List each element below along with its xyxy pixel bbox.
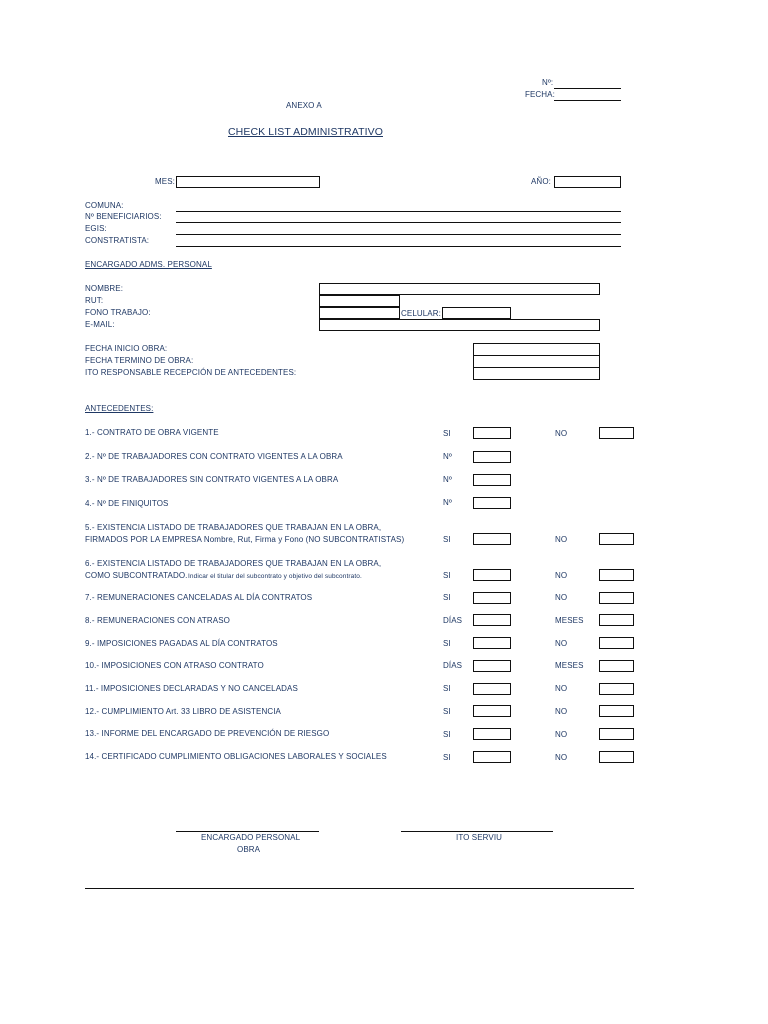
item-12-opt2-box[interactable] [599,705,634,717]
item-8-opt1-label: DÍAS [443,616,463,625]
item-13-opt1-label: SI [443,730,451,739]
item-4-text: 4.- Nº DE FINIQUITOS [85,499,169,508]
beneficiarios-field[interactable] [176,222,621,223]
nombre-label: NOMBRE: [85,284,124,293]
item-12-opt1-box[interactable] [473,705,511,717]
ito-responsable-field[interactable] [473,367,600,380]
fecha-inicio-label: FECHA INICIO OBRA: [85,344,168,353]
item-14-opt1-label: SI [443,753,451,762]
numero-field[interactable] [554,88,621,89]
rut-field[interactable] [319,295,400,307]
ito-signature-line[interactable] [401,831,553,832]
item-5-text: 5.- EXISTENCIA LISTADO DE TRABAJADORES QUE TRABAJAN EN LA OBRA, [85,523,382,532]
personal-section-title: ENCARGADO ADMS. PERSONAL [85,260,212,269]
fecha-termino-label: FECHA TERMINO DE OBRA: [85,356,194,365]
item-10-opt1-label: DÍAS [443,661,463,670]
item-13-opt1-box[interactable] [473,728,511,740]
item-9-opt2-box[interactable] [599,637,634,649]
constratista-label: CONSTRATISTA: [85,236,150,245]
item-8-opt1-box[interactable] [473,614,511,626]
item-14-opt1-box[interactable] [473,751,511,763]
item-6-opt2-box[interactable] [599,569,634,581]
item-1-text: 1.- CONTRATO DE OBRA VIGENTE [85,428,219,437]
fecha-field[interactable] [554,100,621,101]
page-title: CHECK LIST ADMINISTRATIVO [228,126,383,138]
item-12-text: 12.- CUMPLIMIENTO Art. 33 LIBRO DE ASISTENCIA [85,707,281,716]
comuna-label: COMUNA: [85,201,124,210]
item-3-opt1-box[interactable] [473,474,511,486]
rut-label: RUT: [85,296,104,305]
item-10-opt2-box[interactable] [599,660,634,672]
item-11-text: 11.- IMPOSICIONES DECLARADAS Y NO CANCELADAS [85,684,298,693]
anio-label: AÑO: [531,177,551,186]
item-13-opt2-label: NO [555,730,568,739]
item-11-opt2-label: NO [555,684,568,693]
item-10-opt2-label: MESES [555,661,584,670]
email-field[interactable] [319,319,600,331]
item-8-opt2-box[interactable] [599,614,634,626]
item-5-text-line2: FIRMADOS POR LA EMPRESA Nombre, Rut, Firma y Fono (NO SUBCONTRATISTAS) [85,535,405,544]
bottom-divider [85,888,634,889]
item-2-text: 2.- Nº DE TRABAJADORES CON CONTRATO VIGENTES A LA OBRA [85,452,343,461]
constratista-field[interactable] [176,246,621,247]
item-8-text: 8.- REMUNERACIONES CON ATRASO [85,616,230,625]
item-1-opt2-box[interactable] [599,427,634,439]
item-2-opt1-label: Nº [443,452,452,461]
item-1-opt2-label: NO [555,429,568,438]
item-11-opt2-box[interactable] [599,683,634,695]
item-1-opt1-box[interactable] [473,427,511,439]
item-2-opt1-box[interactable] [473,451,511,463]
item-10-opt1-box[interactable] [473,660,511,672]
anexo-label: ANEXO A [286,101,322,110]
item-12-opt1-label: SI [443,707,451,716]
item-12-opt2-label: NO [555,707,568,716]
item-9-opt1-label: SI [443,639,451,648]
item-9-opt1-box[interactable] [473,637,511,649]
mes-field[interactable] [176,176,320,188]
item-13-opt2-box[interactable] [599,728,634,740]
item-11-opt1-label: SI [443,684,451,693]
item-14-text: 14.- CERTIFICADO CUMPLIMIENTO OBLIGACIONES LABORALES Y SOCIALES [85,752,387,761]
item-5-opt1-label: SI [443,535,451,544]
item-9-text: 9.- IMPOSICIONES PAGADAS AL DÍA CONTRATOS [85,639,278,648]
item-1-opt1-label: SI [443,429,451,438]
item-13-text: 13.- INFORME DEL ENCARGADO DE PREVENCIÓN DE RIESGO [85,729,330,738]
item-6-text-line2: COMO SUBCONTRATADO. [85,571,188,580]
item-6-text: 6.- EXISTENCIA LISTADO DE TRABAJADORES QUE TRABAJAN EN LA OBRA, [85,559,382,568]
item-7-text: 7.- REMUNERACIONES CANCELADAS AL DÍA CONTRATOS [85,593,313,602]
egis-field[interactable] [176,234,621,235]
item-3-opt1-label: Nº [443,475,452,484]
item-4-opt1-box[interactable] [473,497,511,509]
beneficiarios-label: Nº BENEFICIARIOS: [85,212,162,221]
antecedentes-section-title: ANTECEDENTES: [85,404,154,413]
nombre-field[interactable] [319,283,600,295]
item-7-opt2-box[interactable] [599,592,634,604]
item-5-opt1-box[interactable] [473,533,511,545]
egis-label: EGIS: [85,224,107,233]
item-6-opt1-label: SI [443,571,451,580]
item-14-opt2-label: NO [555,753,568,762]
fecha-label: FECHA: [525,90,555,99]
ito-responsable-label: ITO RESPONSABLE RECEPCIÓN DE ANTECEDENTES: [85,368,297,377]
numero-label: Nº: [542,78,554,87]
item-6-opt1-box[interactable] [473,569,511,581]
item-14-opt2-box[interactable] [599,751,634,763]
celular-field[interactable] [442,307,511,319]
fono-label: FONO TRABAJO: [85,308,151,317]
fono-field[interactable] [319,307,400,319]
item-5-opt2-label: NO [555,535,568,544]
item-7-opt2-label: NO [555,593,568,602]
item-7-opt1-box[interactable] [473,592,511,604]
celular-label: CELULAR: [401,309,441,318]
item-8-opt2-label: MESES [555,616,584,625]
encargado-signature-line[interactable] [176,831,319,832]
anio-field[interactable] [554,176,621,188]
item-3-text: 3.- Nº DE TRABAJADORES SIN CONTRATO VIGENTES A LA OBRA [85,475,339,484]
mes-label: MES: [155,177,175,186]
item-10-text: 10.- IMPOSICIONES CON ATRASO CONTRATO [85,661,264,670]
email-label: E-MAIL: [85,320,115,329]
encargado-signature-label: ENCARGADO PERSONAL [201,833,301,842]
item-7-opt1-label: SI [443,593,451,602]
item-6-note: Indicar el titular del subcontrato y objetivo del subcontrato. [188,573,362,580]
item-4-opt1-label: Nº [443,498,452,507]
ito-signature-label: ITO SERVIU [456,833,503,842]
item-9-opt2-label: NO [555,639,568,648]
item-11-opt1-box[interactable] [473,683,511,695]
item-5-opt2-box[interactable] [599,533,634,545]
item-6-opt2-label: NO [555,571,568,580]
comuna-field[interactable] [176,211,621,212]
encargado-signature-label-2: OBRA [237,845,261,854]
